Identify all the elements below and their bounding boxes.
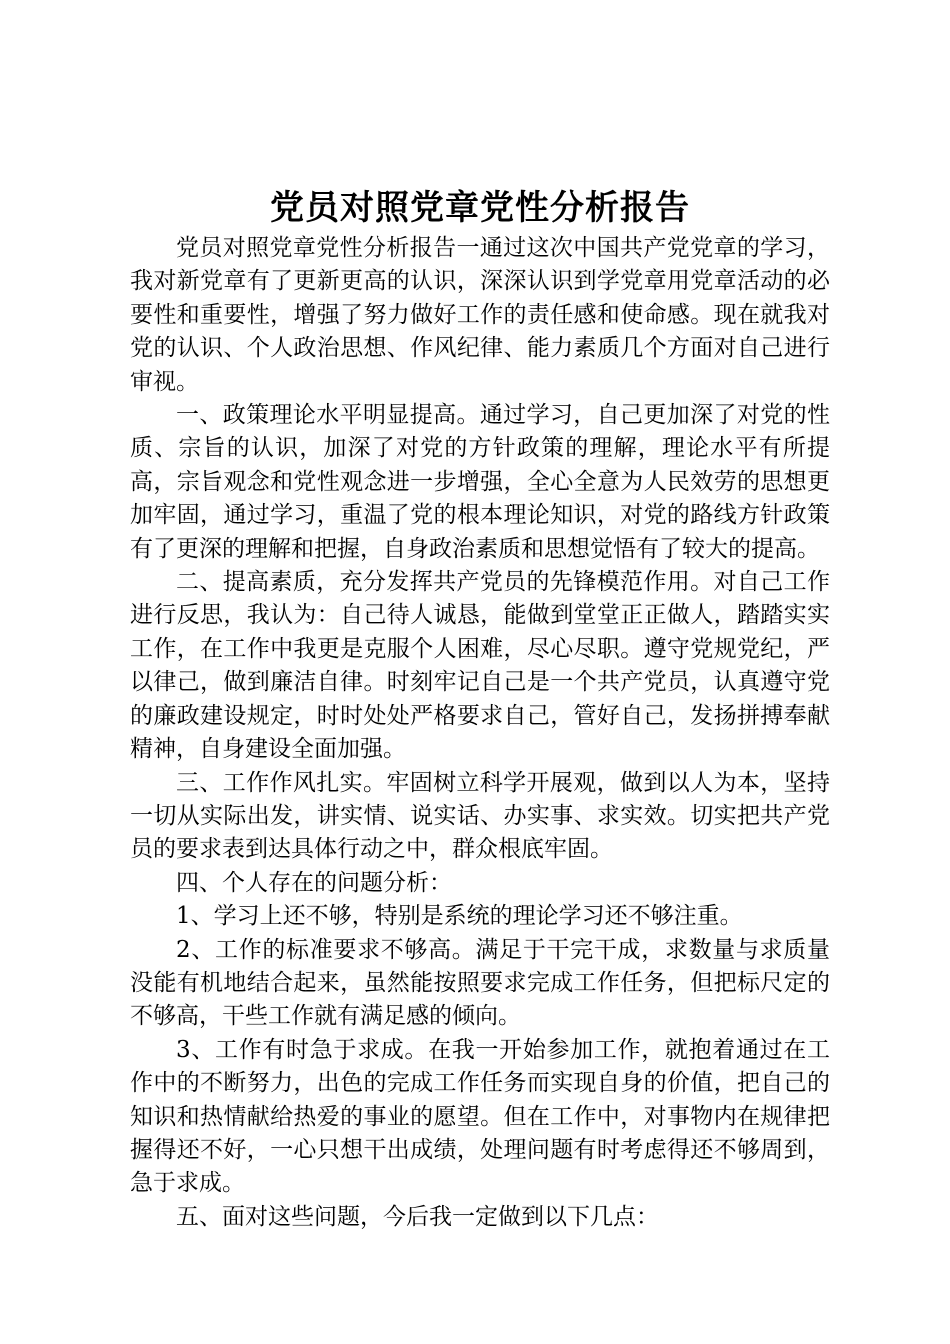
paragraph-problem-1: 1、学习上还不够，特别是系统的理论学习还不够注重。 <box>176 903 743 930</box>
paragraph-section-1: 一、政策理论水平明显提高。通过学习，自己更加深了对党的性质、宗旨的认识，加深了对党的方针政策的理解，理论水平有所提高，宗旨观念和党性观念进一步增强，全心全意为人民效劳的思想更加牢固，通过学习，重温了党的根本理论知识，对党的路线方针政策有了更深的理解和把握，自身政治素质和思想觉悟有了较大的提高。 <box>130 402 830 562</box>
document-page <box>130 186 830 1234</box>
paragraph-problem-3: 3、工作有时急于求成。在我一开始参加工作，就抱着通过在工作中的不断努力，出色的完成工作任务而实现自身的价值，把自己的知识和热情献给热爱的事业的愿望。但在工作中，对事物内在规律把握得还不好，一心只想干出成绩，处理问题有时考虑得还不够周到，急于求成。 <box>130 1036 830 1197</box>
paragraph-section-2: 二、提高素质，充分发挥共产党员的先锋模范作用。对自己工作进行反思，我认为：自己待人诚恳，能做到堂堂正正做人，踏踏实实工作，在工作中我更是克服个人困难，尽心尽职。遵守党规党纪，严以律己，做到廉洁自律。时刻牢记自己是一个共产党员，认真遵守党的廉政建设规定，时时处处严格要求自己，管好自己，发扬拼搏奉献精神，自身建设全面加强。 <box>130 569 830 763</box>
paragraph-section-4-heading: 四、个人存在的问题分析： <box>176 869 452 896</box>
document-body <box>130 232 830 1234</box>
document-title: 党员对照党章党性分析报告 <box>270 188 690 228</box>
paragraph-intro: 党员对照党章党性分析报告一通过这次中国共产党党章的学习，我对新党章有了更新更高的认识，深深认识到学党章用党章活动的必要性和重要性，增强了努力做好工作的责任感和使命感。现在就我对党的认识、个人政治思想、作风纪律、能力素质几个方面对自己进行审视。 <box>130 235 830 395</box>
paragraph-section-3: 三、工作作风扎实。牢固树立科学开展观，做到以人为本，坚持一切从实际出发，讲实情、说实话、办实事、求实效。切实把共产党员的要求表到达具体行动之中，群众根底牢固。 <box>130 769 830 863</box>
paragraph-problem-2: 2、工作的标准要求不够高。满足于干完干成，求数量与求质量没能有机地结合起来，虽然能按照要求完成工作任务，但把标尺定的不够高，干些工作就有满足感的倾向。 <box>130 936 830 1030</box>
paragraph-section-5-heading: 五、面对这些问题，今后我一定做到以下几点： <box>176 1203 659 1230</box>
